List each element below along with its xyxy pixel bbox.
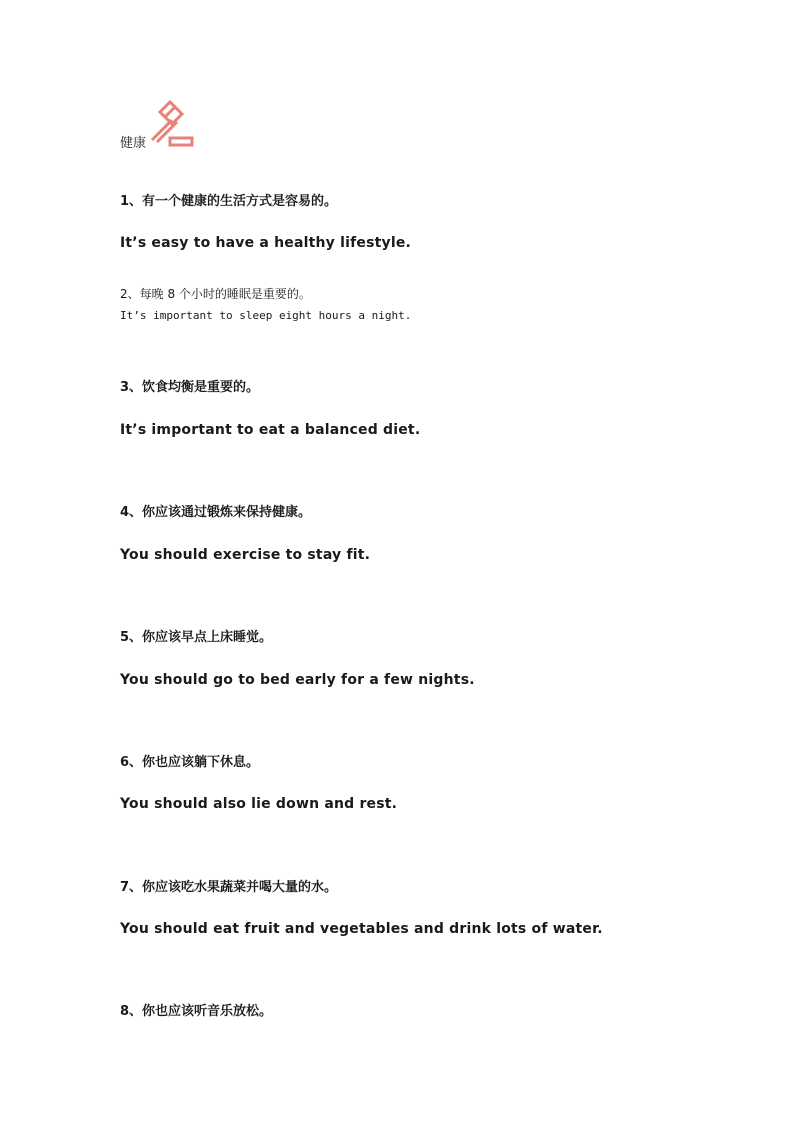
sentence-5-english: You should go to bed early for a few nights.: [120, 672, 475, 688]
sentence-3-english: It’s important to eat a balanced diet.: [120, 422, 421, 438]
page-title: 健康: [120, 136, 147, 151]
sentence-8-chinese: 8、你也应该听音乐放松。: [120, 1004, 273, 1019]
sentence-1-chinese: 1、有一个健康的生活方式是容易的。: [120, 194, 338, 209]
sentence-1-english: It’s easy to have a healthy lifestyle.: [120, 235, 412, 251]
sentence-5-chinese: 5、你应该早点上床睡觉。: [120, 630, 273, 645]
sentence-7-chinese: 7、你应该吃水果蔬菜并喝大量的水。: [120, 880, 338, 895]
sentence-2-chinese: 2、每晚 8 个小时的睡眠是重要的。: [120, 287, 311, 301]
gavel-icon: [146, 100, 196, 150]
sentence-6-chinese: 6、你也应该躺下休息。: [120, 755, 260, 770]
sentence-4-chinese: 4、你应该通过锻炼来保持健康。: [120, 505, 312, 520]
sentence-6-english: You should also lie down and rest.: [120, 796, 398, 812]
sentence-7-english: You should eat fruit and vegetables and drink lots of water.: [120, 921, 603, 937]
sentence-3-chinese: 3、饮食均衡是重要的。: [120, 380, 260, 395]
sentence-4-english: You should exercise to stay fit.: [120, 547, 371, 563]
sentence-2-english: It’s important to sleep eight hours a night.: [120, 309, 412, 322]
document-header: [120, 100, 320, 152]
